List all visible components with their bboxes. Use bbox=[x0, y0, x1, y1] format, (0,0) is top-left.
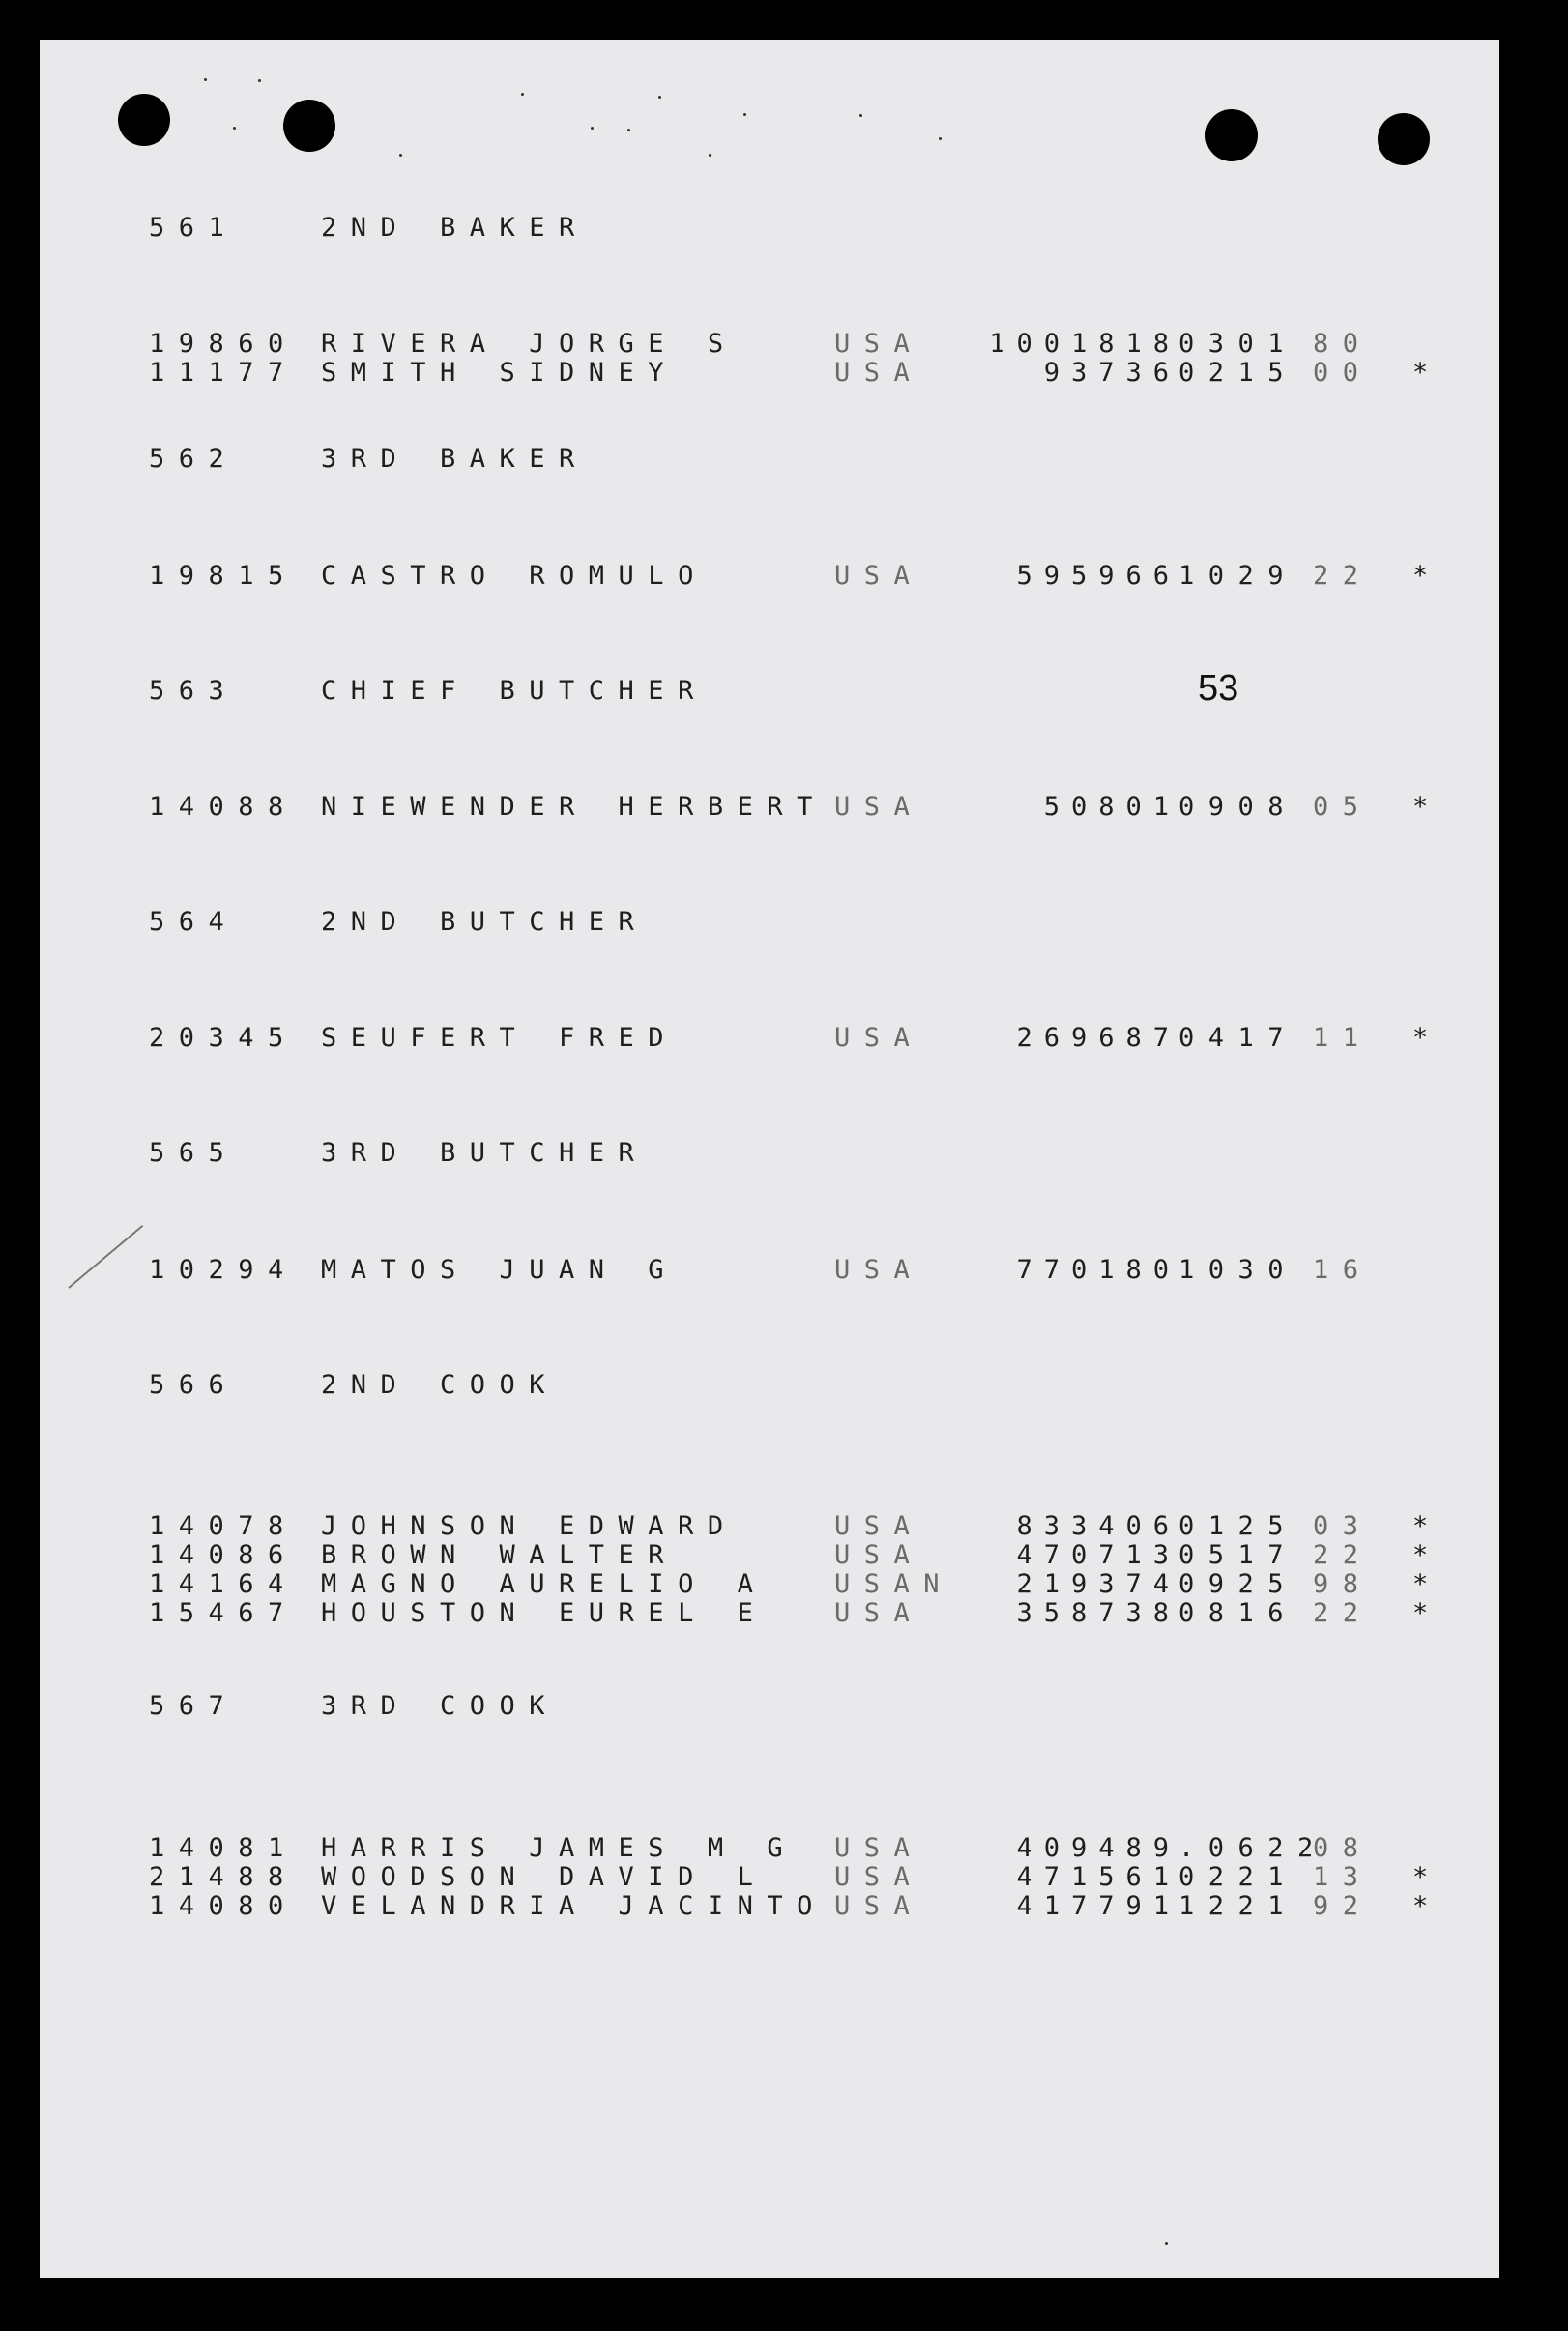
job-title: 3RD COOK bbox=[321, 1691, 560, 1721]
asterisk-mark: * bbox=[1412, 561, 1429, 591]
citizenship: USAN bbox=[834, 1569, 954, 1599]
document-number: 417791 bbox=[1016, 1891, 1180, 1921]
asterisk-mark: * bbox=[1412, 1891, 1429, 1921]
document-number: 409489 bbox=[1016, 1833, 1180, 1863]
crew-id: 14164 bbox=[149, 1569, 298, 1599]
crew-name: VELANDRIA JACINTO bbox=[321, 1891, 827, 1921]
asterisk-mark: * bbox=[1412, 1569, 1429, 1599]
job-code: 567 bbox=[149, 1691, 239, 1721]
year-code: 00 bbox=[1313, 358, 1373, 388]
year-code: 11 bbox=[1313, 1023, 1373, 1053]
year-code: 16 bbox=[1313, 1255, 1373, 1285]
year-code: 05 bbox=[1313, 792, 1373, 822]
citizenship: USA bbox=[834, 1511, 924, 1541]
crew-id: 19815 bbox=[149, 561, 298, 591]
asterisk-mark: * bbox=[1412, 1598, 1429, 1628]
citizenship: USA bbox=[834, 1891, 924, 1921]
crew-id: 14078 bbox=[149, 1511, 298, 1541]
document-number: 50801 bbox=[1043, 792, 1180, 822]
job-code: 562 bbox=[149, 444, 239, 474]
citizenship: USA bbox=[834, 561, 924, 591]
asterisk-mark: * bbox=[1412, 792, 1429, 822]
crew-name: NIEWENDER HERBERT bbox=[321, 792, 827, 822]
asterisk-mark: * bbox=[1412, 358, 1429, 388]
crew-id: 21488 bbox=[149, 1862, 298, 1892]
crew-id: 14080 bbox=[149, 1891, 298, 1921]
crew-name: MAGNO AURELIO A bbox=[321, 1569, 768, 1599]
date-code: .0622 bbox=[1178, 1833, 1327, 1863]
document-number: 833406 bbox=[1016, 1511, 1180, 1541]
document-number: 471561 bbox=[1016, 1862, 1180, 1892]
year-code: 98 bbox=[1313, 1569, 1373, 1599]
citizenship: USA bbox=[834, 358, 924, 388]
job-title: 2ND BAKER bbox=[321, 213, 589, 243]
document-number: 770180 bbox=[1016, 1255, 1180, 1285]
job-title: 2ND COOK bbox=[321, 1370, 560, 1400]
speck bbox=[399, 154, 402, 157]
crew-name: WOODSON DAVID L bbox=[321, 1862, 768, 1892]
date-code: 0215 bbox=[1178, 358, 1298, 388]
speck bbox=[258, 79, 261, 82]
crew-id: 10294 bbox=[149, 1255, 298, 1285]
asterisk-mark: * bbox=[1412, 1511, 1429, 1541]
punch-hole-1 bbox=[118, 94, 170, 146]
crew-id: 11177 bbox=[149, 358, 298, 388]
year-code: 22 bbox=[1313, 1598, 1373, 1628]
asterisk-mark: * bbox=[1412, 1023, 1429, 1053]
date-code: 0816 bbox=[1178, 1598, 1298, 1628]
document-number: 358738 bbox=[1016, 1598, 1180, 1628]
date-code: 0221 bbox=[1178, 1862, 1298, 1892]
crew-name: SMITH SIDNEY bbox=[321, 358, 679, 388]
citizenship: USA bbox=[834, 329, 924, 359]
year-code: 22 bbox=[1313, 561, 1373, 591]
citizenship: USA bbox=[834, 1598, 924, 1628]
crew-id: 14081 bbox=[149, 1833, 298, 1863]
year-code: 13 bbox=[1313, 1862, 1373, 1892]
crew-id: 20345 bbox=[149, 1023, 298, 1053]
job-code: 565 bbox=[149, 1138, 239, 1168]
speck bbox=[233, 127, 236, 130]
citizenship: USA bbox=[834, 1540, 924, 1570]
document-number: 470713 bbox=[1016, 1540, 1180, 1570]
document-number: 93736 bbox=[1043, 358, 1180, 388]
year-code: 03 bbox=[1313, 1511, 1373, 1541]
date-code: 0301 bbox=[1178, 329, 1298, 359]
date-code: 0417 bbox=[1178, 1023, 1298, 1053]
citizenship: USA bbox=[834, 1023, 924, 1053]
punch-hole-2 bbox=[283, 100, 335, 152]
speck bbox=[859, 114, 862, 117]
job-title: 3RD BUTCHER bbox=[321, 1138, 649, 1168]
year-code: 22 bbox=[1313, 1540, 1373, 1570]
punch-hole-3 bbox=[1205, 109, 1258, 161]
crew-name: HARRIS JAMES M G bbox=[321, 1833, 798, 1863]
job-code: 564 bbox=[149, 907, 239, 937]
date-code: 0517 bbox=[1178, 1540, 1298, 1570]
document-number: 269687 bbox=[1016, 1023, 1180, 1053]
citizenship: USA bbox=[834, 1862, 924, 1892]
document-page bbox=[40, 40, 1499, 2278]
crew-id: 14088 bbox=[149, 792, 298, 822]
date-code: 1030 bbox=[1178, 1255, 1298, 1285]
crew-name: CASTRO ROMULO bbox=[321, 561, 708, 591]
speck bbox=[591, 127, 594, 130]
crew-id: 19860 bbox=[149, 329, 298, 359]
document-number: 595966 bbox=[1016, 561, 1180, 591]
speck bbox=[658, 96, 661, 99]
crew-name: MATOS JUAN G bbox=[321, 1255, 679, 1285]
speck bbox=[627, 129, 630, 131]
job-code: 563 bbox=[149, 676, 239, 706]
job-title: 2ND BUTCHER bbox=[321, 907, 649, 937]
year-code: 92 bbox=[1313, 1891, 1373, 1921]
speck bbox=[709, 154, 711, 157]
crew-name: HOUSTON EUREL E bbox=[321, 1598, 768, 1628]
speck bbox=[743, 113, 746, 116]
job-code: 566 bbox=[149, 1370, 239, 1400]
date-code: 1221 bbox=[1178, 1891, 1298, 1921]
date-code: 0125 bbox=[1178, 1511, 1298, 1541]
speck bbox=[204, 78, 207, 81]
crew-id: 15467 bbox=[149, 1598, 298, 1628]
crew-name: JOHNSON EDWARD bbox=[321, 1511, 738, 1541]
scratch-mark bbox=[68, 1225, 143, 1289]
speck bbox=[521, 93, 524, 96]
speck bbox=[939, 137, 942, 140]
citizenship: USA bbox=[834, 1833, 924, 1863]
crew-name: RIVERA JORGE S bbox=[321, 329, 738, 359]
speck bbox=[1165, 2242, 1168, 2245]
date-code: 0925 bbox=[1178, 1569, 1298, 1599]
job-title: CHIEF BUTCHER bbox=[321, 676, 708, 706]
punch-hole-4 bbox=[1378, 113, 1430, 165]
document-number: 219374 bbox=[1016, 1569, 1180, 1599]
citizenship: USA bbox=[834, 1255, 924, 1285]
crew-name: BROWN WALTER bbox=[321, 1540, 679, 1570]
crew-name: SEUFERT FRED bbox=[321, 1023, 679, 1053]
page-number: 53 bbox=[1198, 668, 1239, 709]
document-number: 1001818 bbox=[989, 329, 1180, 359]
job-title: 3RD BAKER bbox=[321, 444, 589, 474]
asterisk-mark: * bbox=[1412, 1540, 1429, 1570]
year-code: 08 bbox=[1313, 1833, 1373, 1863]
job-code: 561 bbox=[149, 213, 239, 243]
asterisk-mark: * bbox=[1412, 1862, 1429, 1892]
year-code: 80 bbox=[1313, 329, 1373, 359]
crew-id: 14086 bbox=[149, 1540, 298, 1570]
date-code: 1029 bbox=[1178, 561, 1298, 591]
date-code: 0908 bbox=[1178, 792, 1298, 822]
citizenship: USA bbox=[834, 792, 924, 822]
